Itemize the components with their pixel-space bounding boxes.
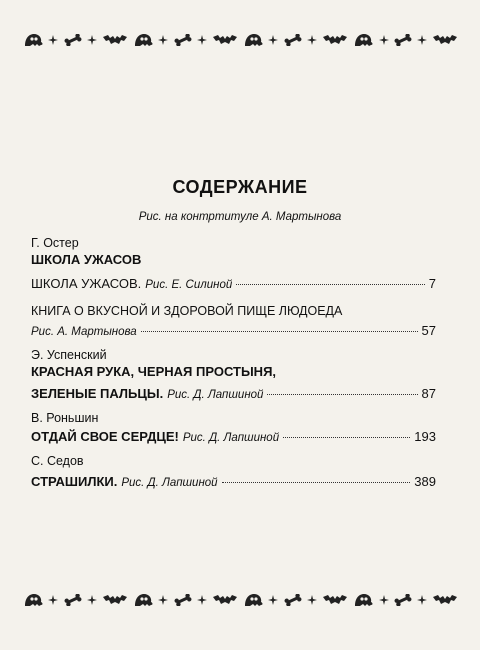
bat-icon: [212, 33, 238, 47]
star-icon: [268, 35, 278, 45]
bat-icon: [432, 593, 458, 607]
star-icon: [379, 35, 389, 45]
bat-icon: [102, 33, 128, 47]
star-icon: [158, 595, 168, 605]
author-name: С. Седов: [31, 454, 84, 468]
ghost-icon: [132, 592, 154, 608]
star-icon: [158, 35, 168, 45]
entry-title: ШКОЛА УЖАСОВ.: [31, 276, 142, 291]
toc-entry[interactable]: [31, 275, 436, 294]
ghost-icon: [22, 32, 44, 48]
bone-icon: [63, 34, 83, 46]
ghost-icon: [352, 592, 374, 608]
star-icon: [417, 35, 427, 45]
bat-icon: [212, 593, 238, 607]
toc-title: СОДЕРЖАНИЕ: [172, 177, 308, 197]
page-number: 7: [428, 276, 436, 291]
ghost-icon: [22, 592, 44, 608]
star-icon: [87, 595, 97, 605]
ghost-icon: [242, 32, 264, 48]
bone-icon: [63, 594, 83, 606]
ornament-border-top: [22, 30, 458, 50]
entry-credit: Рис. Е. Силиной: [145, 279, 233, 291]
bat-icon: [432, 33, 458, 47]
page-number: 389: [414, 474, 436, 489]
leader-dots: [222, 482, 411, 483]
star-icon: [379, 595, 389, 605]
toc-entry[interactable]: [31, 363, 436, 404]
star-icon: [48, 595, 58, 605]
frontispiece-credit: [0, 211, 480, 223]
toc-entry[interactable]: [31, 473, 436, 492]
toc-entry[interactable]: [31, 428, 436, 447]
frontispiece-credit-artist: А. Мартынова: [261, 211, 342, 223]
bone-icon: [283, 34, 303, 46]
bat-icon: [102, 593, 128, 607]
leader-dots: [283, 437, 410, 438]
bat-icon: [322, 33, 348, 47]
page-number: 193: [414, 429, 436, 444]
leader-dots: [267, 394, 417, 395]
star-icon: [307, 35, 317, 45]
entry-credit: Рис. А. Мартынова: [31, 326, 137, 338]
star-icon: [307, 595, 317, 605]
leader-dots: [141, 331, 418, 332]
star-icon: [417, 595, 427, 605]
entry-title: ОТДАЙ СВОЕ СЕРДЦЕ!: [31, 429, 179, 444]
star-icon: [87, 35, 97, 45]
bleed-through-print: [150, 70, 440, 160]
leader-dots: [236, 284, 425, 285]
entry-title-line-1: КРАСНАЯ РУКА, ЧЕРНАЯ ПРОСТЫНЯ,: [31, 364, 277, 379]
author-name: В. Роньшин: [31, 411, 99, 425]
star-icon: [197, 35, 207, 45]
star-icon: [268, 595, 278, 605]
toc-group-ronshin: [31, 410, 436, 447]
author-name: Г. Остер: [31, 236, 79, 250]
bone-icon: [173, 34, 193, 46]
ghost-icon: [132, 32, 154, 48]
ornament-border-bottom: [22, 590, 458, 610]
bone-icon: [393, 594, 413, 606]
entry-credit: Рис. Д. Лапшиной: [182, 432, 280, 444]
star-icon: [48, 35, 58, 45]
section-title: ШКОЛА УЖАСОВ: [31, 252, 142, 267]
entry-credit: Рис. Д. Лапшиной: [167, 389, 264, 401]
toc-group-oster: [31, 235, 436, 341]
frontispiece-credit-label: Рис. на контртитуле: [138, 211, 259, 223]
ghost-icon: [352, 32, 374, 48]
bone-icon: [173, 594, 193, 606]
bat-icon: [322, 593, 348, 607]
entry-title: СТРАШИЛКИ.: [31, 474, 118, 489]
entry-title-line-2: ЗЕЛЕНЫЕ ПАЛЬЦЫ.: [31, 386, 164, 401]
table-of-contents: [31, 235, 436, 498]
entry-title: КНИГА О ВКУСНОЙ И ЗДОРОВОЙ ПИЩЕ ЛЮДОЕДА: [31, 304, 343, 318]
page-number: 57: [421, 323, 436, 338]
toc-group-uspensky: [31, 347, 436, 404]
bone-icon: [283, 594, 303, 606]
entry-credit: Рис. Д. Лапшиной: [121, 477, 218, 489]
author-name: Э. Успенский: [31, 348, 107, 362]
page-number: 87: [421, 386, 436, 401]
bone-icon: [393, 34, 413, 46]
star-icon: [197, 595, 207, 605]
toc-group-sedov: [31, 453, 436, 492]
toc-entry[interactable]: [31, 302, 436, 341]
ghost-icon: [242, 592, 264, 608]
